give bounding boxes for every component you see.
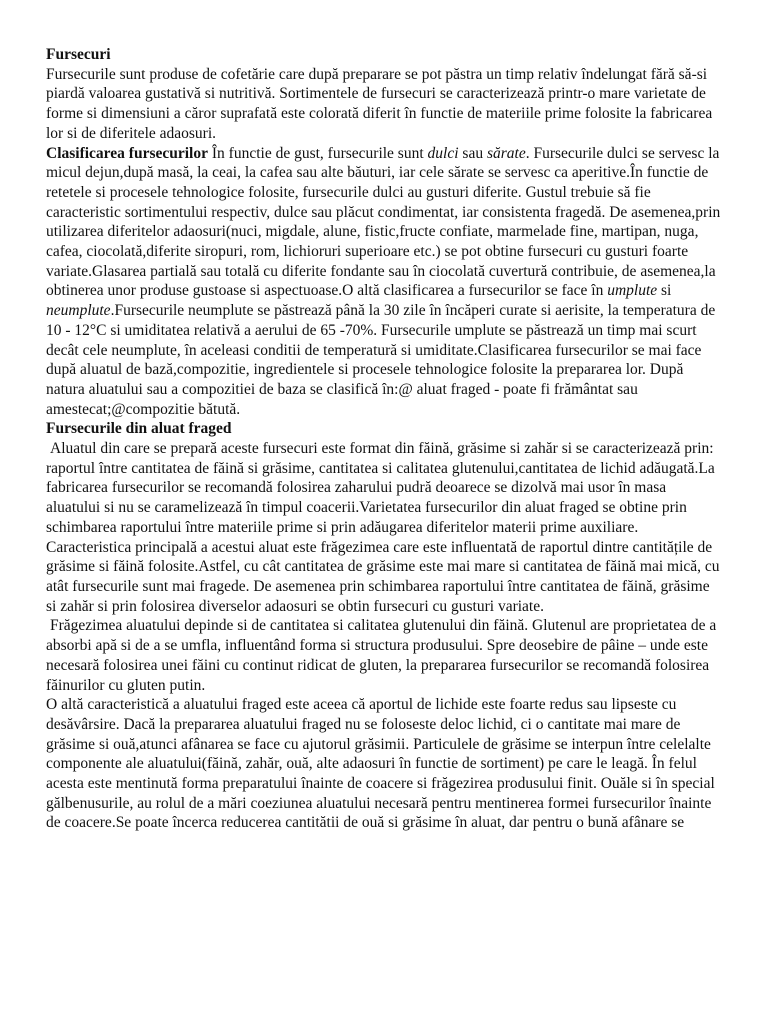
section-title-aluat-fraged: Fursecurile din aluat fraged <box>46 420 232 438</box>
aluat-paragraph-3: O altă caracteristică a aluatului fraged este aceea că aportul de lichide este foarte redus sau lipseste cu desăvârsire. Dacă la prepararea aluatului fraged nu se foloseste deloc lichid, ci o cantitate mai mare de grăsime si ouă,atunci afânarea se face cu ajutorul grăsimii. Particulele de grăsime se interpun între celelalte componente ale aluatului(făină, zahăr, ouă, alte adaosuri în functie de sortiment) pe care le leagă. În felul acesta este mentinută forma preparatului înainte de coacere si frăgezirea produsului finit. Ouăle si în special gălbenusurile, au rolul de a mări coeziunea aluatului necesară pentru mentinerea formei fursecurilor înainte de coacere.Se poate încerca reducerea cantitătii de ouă si grăsime în aluat, dar pentru o bună afânare se <box>46 696 715 832</box>
classification-text-5: .Fursecurile neumplute se păstrează până la 30 zile în încăperi curate si aerisite, la temperatura de 10 - 12°C si umiditatea relativă a aerului de 65 -70%. Fursecurile umplute se păstrează un timp mai scurt decât cele neumplute, în aceleasi conditii de temperatură si umiditate.Clasificarea fursecurilor se mai face după aluatul de bază,compozitie, ingredientele si procesele tehnologice folosite la prepararea lor. După natura aluatului sau a compozitiei de baza se clasifică în:@ aluat fraged - poate fi frământat sau amestecat;@compozitie bătută. <box>46 302 716 418</box>
intro-paragraph: Fursecurile sunt produse de cofetărie care după preparare se pot păstra un timp relativ îndelungat fără să-si piardă valoarea gustativă si nutritivă. Sortimentele de fursecuri se caracterizează printr-o mare varietate de forme si dimensiuni a căror suprafată este colorată diferit în functie de materiile prime folosite la fabricarea lor si de diferitele adaosuri. <box>46 65 713 142</box>
aluat-paragraph-1: Aluatul din care se prepară aceste fursecuri este format din făină, grăsime si zahăr si se caracterizează prin: raportul între cantitatea de făină si grăsime, cantitatea si calitatea glutenului,cantitatea de lichid adăugată.La fabricarea fursecurilor se recomandă folosirea zaharului pudră deoarece se dizolvă mai usor în masa aluatului si nu se caramelizează în timpul coacerii.Varietatea fursecurilor din aluat fraged se obtine prin schimbarea raportului între materiile prime si prin adăugarea diferitelor materii prime auxiliare. Caracteristica principală a acestui aluat este frăgezimea care este influentată de raportul dintre cantitățile de grăsime si făină folosite.Astfel, cu cât cantitatea de grăsime este mai mare si cantitatea de făină mai mică, cu atât fursecurile sunt mai fragede. De asemenea prin schimbarea raportului între cantitatea de făină, grăsime si zahăr si prin folosirea diverselor adaosuri se obtin fursecuri cu gusturi variate. <box>46 440 720 615</box>
aluat-paragraph-2: Frăgezimea aluatului depinde si de cantitatea si calitatea glutenului din făină. Glutenul are proprietatea de a absorbi apă si de a se umfla, influentând forma si structura produsului. Spre deosebire de pâine – unde este necesară folosirea unei făini cu continut ridicat de gluten, la prepararea fursecurilor se recomandă folosirea făinurilor cu gluten putin. <box>46 617 717 694</box>
classification-text-4: si <box>657 282 672 300</box>
classification-lead: Clasificarea fursecurilor <box>46 144 208 162</box>
classification-text-1: În functie de gust, fursecurile sunt <box>208 144 428 162</box>
classification-italic-umplute: umplute <box>607 282 658 300</box>
classification-text-2: sau <box>458 144 487 162</box>
classification-text-3: . Fursecurile dulci se servesc la micul dejun,după masă, la ceai, la cafea sau alte băuturi, iar cele sărate se servesc ca aperitive.În functie de retetele si procesele tehnologice folosite, fursecurile dulci au gusturi diferite. Gustul trebuie să fie caracteristic sortimentului respectiv, dulce sau plăcut condimentat, iar consistenta fragedă. De asemenea,prin utilizarea diferitelor adaosuri(nuci, migdale, alune, fistic,fructe confiate, marmelade fine, martipan, nuga, cafea, ciocolată,diferite siropuri, rom, lichioruri superioare etc.) se pot obtine fursecuri cu gusturi foarte variate.Glasarea partială sau totală cu diferite fondante sau în ciocolată cuvertură contribuie, de asemenea,la obtinerea unor produse gustoase si aspectuoase.O altă clasificarea a fursecurilor se face în <box>46 144 721 300</box>
classification-paragraph <box>46 144 722 420</box>
classification-italic-neumplute: neumplute <box>46 302 111 320</box>
section-title-fursecuri: Fursecuri <box>46 46 111 63</box>
classification-italic-dulci: dulci <box>427 144 459 162</box>
classification-italic-sarate: sărate <box>486 144 526 162</box>
document-page <box>46 45 722 833</box>
